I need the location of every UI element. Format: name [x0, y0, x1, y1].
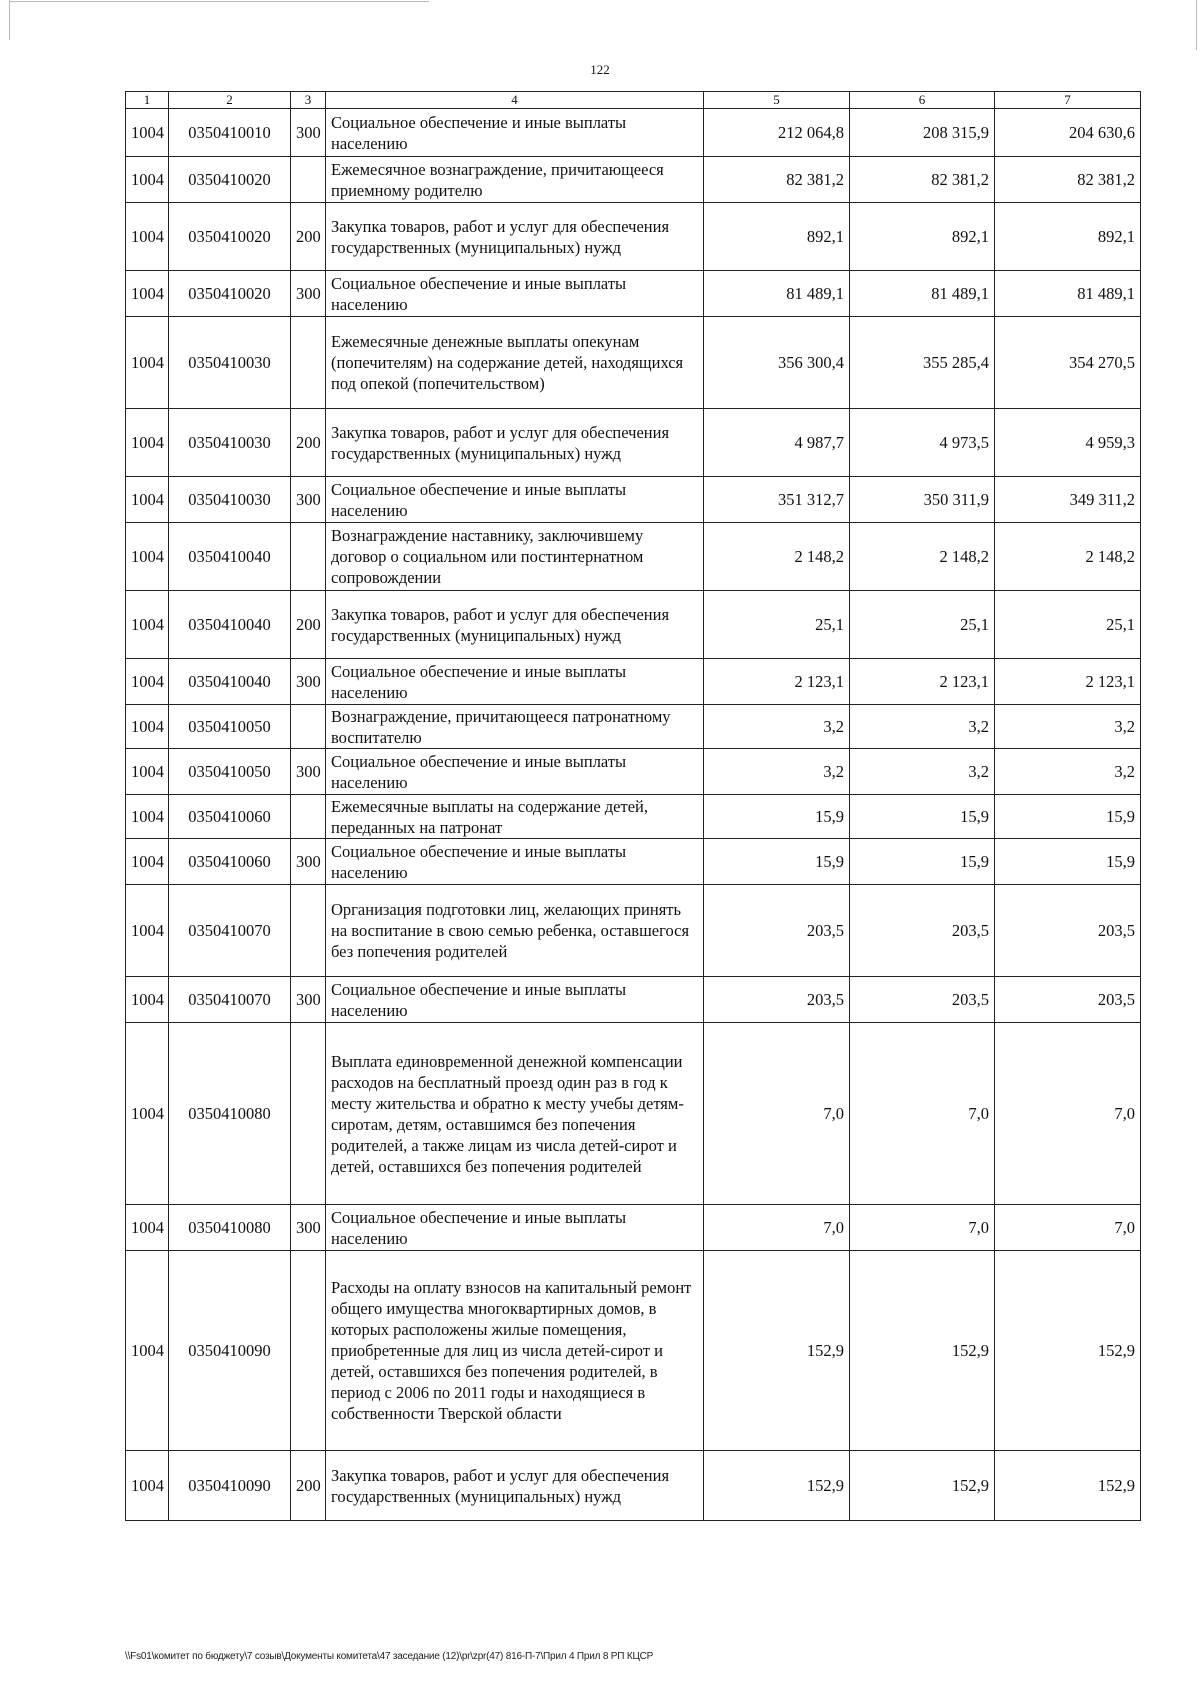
amount-year-2: 152,9 [850, 1451, 995, 1521]
item-name: Социальное обеспечение и иные выплаты населению [326, 477, 704, 523]
table-row [126, 1451, 1141, 1521]
scan-border-right [1196, 0, 1197, 50]
amount-year-3: 3,2 [995, 705, 1141, 749]
section-code: 1004 [126, 1451, 169, 1521]
section-code: 1004 [126, 705, 169, 749]
table-row [126, 203, 1141, 271]
target-article-code: 0350410060 [169, 839, 291, 885]
section-code: 1004 [126, 477, 169, 523]
target-article-code: 0350410040 [169, 659, 291, 705]
table-row [126, 749, 1141, 795]
column-header: 5 [704, 92, 850, 109]
amount-year-2: 2 123,1 [850, 659, 995, 705]
expense-type-code: 200 [291, 591, 326, 659]
amount-year-2: 7,0 [850, 1205, 995, 1251]
amount-year-3: 7,0 [995, 1205, 1141, 1251]
amount-year-1: 152,9 [704, 1251, 850, 1451]
budget-table [125, 91, 1141, 1521]
amount-year-3: 15,9 [995, 839, 1141, 885]
amount-year-1: 3,2 [704, 749, 850, 795]
section-code: 1004 [126, 1023, 169, 1205]
target-article-code: 0350410010 [169, 109, 291, 157]
section-code: 1004 [126, 523, 169, 591]
amount-year-2: 4 973,5 [850, 409, 995, 477]
page-number: 122 [590, 62, 610, 77]
amount-year-2: 3,2 [850, 749, 995, 795]
column-number-row [126, 92, 1141, 109]
section-code: 1004 [126, 317, 169, 409]
table-row [126, 409, 1141, 477]
target-article-code: 0350410020 [169, 157, 291, 203]
column-header: 7 [995, 92, 1141, 109]
target-article-code: 0350410020 [169, 271, 291, 317]
amount-year-3: 204 630,6 [995, 109, 1141, 157]
item-name: Социальное обеспечение и иные выплаты населению [326, 659, 704, 705]
target-article-code: 0350410050 [169, 705, 291, 749]
amount-year-1: 892,1 [704, 203, 850, 271]
amount-year-3: 152,9 [995, 1251, 1141, 1451]
expense-type-code [291, 1023, 326, 1205]
item-name: Вознаграждение, причитающееся патронатному воспитателю [326, 705, 704, 749]
item-name: Закупка товаров, работ и услуг для обеспечения государственных (муниципальных) нужд [326, 591, 704, 659]
amount-year-1: 15,9 [704, 839, 850, 885]
expense-type-code [291, 523, 326, 591]
target-article-code: 0350410090 [169, 1451, 291, 1521]
item-name: Социальное обеспечение и иные выплаты населению [326, 749, 704, 795]
amount-year-1: 82 381,2 [704, 157, 850, 203]
amount-year-3: 354 270,5 [995, 317, 1141, 409]
amount-year-1: 203,5 [704, 977, 850, 1023]
table-row [126, 317, 1141, 409]
expense-type-code: 300 [291, 839, 326, 885]
column-header: 1 [126, 92, 169, 109]
scan-border-left [9, 0, 10, 40]
amount-year-1: 2 148,2 [704, 523, 850, 591]
item-name: Вознаграждение наставнику, заключившему договор о социальном или постинтернатном сопровождении [326, 523, 704, 591]
target-article-code: 0350410040 [169, 591, 291, 659]
target-article-code: 0350410080 [169, 1205, 291, 1251]
expense-type-code [291, 705, 326, 749]
section-code: 1004 [126, 1251, 169, 1451]
target-article-code: 0350410070 [169, 885, 291, 977]
amount-year-2: 15,9 [850, 795, 995, 839]
expense-type-code: 300 [291, 977, 326, 1023]
item-name: Ежемесячное вознаграждение, причитающееся приемному родителю [326, 157, 704, 203]
amount-year-2: 3,2 [850, 705, 995, 749]
expense-type-code: 300 [291, 477, 326, 523]
amount-year-1: 356 300,4 [704, 317, 850, 409]
amount-year-3: 4 959,3 [995, 409, 1141, 477]
table-row [126, 477, 1141, 523]
section-code: 1004 [126, 885, 169, 977]
table-row [126, 157, 1141, 203]
item-name: Социальное обеспечение и иные выплаты населению [326, 271, 704, 317]
table-row [126, 839, 1141, 885]
target-article-code: 0350410040 [169, 523, 291, 591]
amount-year-3: 81 489,1 [995, 271, 1141, 317]
table-row [126, 1251, 1141, 1451]
amount-year-2: 25,1 [850, 591, 995, 659]
amount-year-1: 2 123,1 [704, 659, 850, 705]
amount-year-2: 2 148,2 [850, 523, 995, 591]
item-name: Закупка товаров, работ и услуг для обеспечения государственных (муниципальных) нужд [326, 203, 704, 271]
amount-year-1: 203,5 [704, 885, 850, 977]
expense-type-code [291, 885, 326, 977]
amount-year-1: 15,9 [704, 795, 850, 839]
amount-year-3: 892,1 [995, 203, 1141, 271]
amount-year-2: 203,5 [850, 977, 995, 1023]
section-code: 1004 [126, 591, 169, 659]
amount-year-3: 203,5 [995, 885, 1141, 977]
expense-type-code [291, 795, 326, 839]
amount-year-1: 351 312,7 [704, 477, 850, 523]
table-row [126, 705, 1141, 749]
section-code: 1004 [126, 203, 169, 271]
table-row [126, 885, 1141, 977]
expense-type-code: 200 [291, 1451, 326, 1521]
section-code: 1004 [126, 749, 169, 795]
table-row [126, 271, 1141, 317]
target-article-code: 0350410030 [169, 317, 291, 409]
target-article-code: 0350410090 [169, 1251, 291, 1451]
table-row [126, 1205, 1141, 1251]
amount-year-2: 81 489,1 [850, 271, 995, 317]
amount-year-3: 82 381,2 [995, 157, 1141, 203]
section-code: 1004 [126, 977, 169, 1023]
amount-year-3: 349 311,2 [995, 477, 1141, 523]
target-article-code: 0350410030 [169, 409, 291, 477]
amount-year-3: 2 123,1 [995, 659, 1141, 705]
section-code: 1004 [126, 109, 169, 157]
amount-year-1: 3,2 [704, 705, 850, 749]
amount-year-2: 15,9 [850, 839, 995, 885]
amount-year-3: 3,2 [995, 749, 1141, 795]
target-article-code: 0350410060 [169, 795, 291, 839]
amount-year-2: 203,5 [850, 885, 995, 977]
item-name: Выплата единовременной денежной компенсации расходов на бесплатный проезд один раз в год к месту жительства и обратно к месту учебы детям-сиротам, детям, оставшимся без попечения родителей, а также лицам из числа детей-сирот и детей, оставшихся без попечения родителей [326, 1023, 704, 1205]
item-name: Расходы на оплату взносов на капитальный ремонт общего имущества многоквартирных домов, в которых расположены жилые помещения, приобретенные для лиц из числа детей-сирот и детей, оставшихся без попечения родителей, в период с 2006 по 2011 годы и находящиеся в собственности Тверской области [326, 1251, 704, 1451]
column-header: 3 [291, 92, 326, 109]
amount-year-3: 203,5 [995, 977, 1141, 1023]
amount-year-3: 152,9 [995, 1451, 1141, 1521]
expense-type-code [291, 157, 326, 203]
amount-year-1: 152,9 [704, 1451, 850, 1521]
section-code: 1004 [126, 839, 169, 885]
section-code: 1004 [126, 409, 169, 477]
table-row [126, 591, 1141, 659]
item-name: Ежемесячные денежные выплаты опекунам (попечителям) на содержание детей, находящихся под опекой (попечительством) [326, 317, 704, 409]
item-name: Социальное обеспечение и иные выплаты населению [326, 977, 704, 1023]
expense-type-code: 200 [291, 409, 326, 477]
amount-year-2: 208 315,9 [850, 109, 995, 157]
target-article-code: 0350410030 [169, 477, 291, 523]
column-header: 4 [326, 92, 704, 109]
section-code: 1004 [126, 271, 169, 317]
target-article-code: 0350410050 [169, 749, 291, 795]
target-article-code: 0350410080 [169, 1023, 291, 1205]
table-row [126, 977, 1141, 1023]
amount-year-2: 152,9 [850, 1251, 995, 1451]
amount-year-1: 25,1 [704, 591, 850, 659]
amount-year-1: 7,0 [704, 1205, 850, 1251]
table-row [126, 795, 1141, 839]
expense-type-code [291, 317, 326, 409]
amount-year-2: 82 381,2 [850, 157, 995, 203]
section-code: 1004 [126, 659, 169, 705]
expense-type-code [291, 1251, 326, 1451]
expense-type-code: 300 [291, 659, 326, 705]
amount-year-2: 350 311,9 [850, 477, 995, 523]
file-path-footer: \\Fs01\комитет по бюджету\7 созыв\Документы комитета\47 заседание (12)\pr\zpr(47) 816-П-7\Прил 4 Прил 8 РП КЦСР [125, 1651, 654, 1662]
amount-year-3: 25,1 [995, 591, 1141, 659]
column-header: 6 [850, 92, 995, 109]
section-code: 1004 [126, 157, 169, 203]
amount-year-2: 7,0 [850, 1023, 995, 1205]
expense-type-code: 300 [291, 109, 326, 157]
amount-year-2: 355 285,4 [850, 317, 995, 409]
amount-year-1: 4 987,7 [704, 409, 850, 477]
amount-year-3: 15,9 [995, 795, 1141, 839]
expense-type-code: 300 [291, 271, 326, 317]
expense-type-code: 300 [291, 1205, 326, 1251]
table-row [126, 523, 1141, 591]
item-name: Социальное обеспечение и иные выплаты населению [326, 1205, 704, 1251]
column-header: 2 [169, 92, 291, 109]
item-name: Социальное обеспечение и иные выплаты населению [326, 839, 704, 885]
target-article-code: 0350410020 [169, 203, 291, 271]
target-article-code: 0350410070 [169, 977, 291, 1023]
amount-year-3: 2 148,2 [995, 523, 1141, 591]
item-name: Закупка товаров, работ и услуг для обеспечения государственных (муниципальных) нужд [326, 1451, 704, 1521]
section-code: 1004 [126, 795, 169, 839]
amount-year-2: 892,1 [850, 203, 995, 271]
scan-border-top [9, 1, 429, 2]
table-row [126, 659, 1141, 705]
section-code: 1004 [126, 1205, 169, 1251]
item-name: Социальное обеспечение и иные выплаты населению [326, 109, 704, 157]
amount-year-3: 7,0 [995, 1023, 1141, 1205]
table-row [126, 109, 1141, 157]
table-row [126, 1023, 1141, 1205]
item-name: Ежемесячные выплаты на содержание детей, переданных на патронат [326, 795, 704, 839]
amount-year-1: 212 064,8 [704, 109, 850, 157]
item-name: Закупка товаров, работ и услуг для обеспечения государственных (муниципальных) нужд [326, 409, 704, 477]
amount-year-1: 81 489,1 [704, 271, 850, 317]
amount-year-1: 7,0 [704, 1023, 850, 1205]
expense-type-code: 300 [291, 749, 326, 795]
expense-type-code: 200 [291, 203, 326, 271]
item-name: Организация подготовки лиц, желающих принять на воспитание в свою семью ребенка, оставшегося без попечения родителей [326, 885, 704, 977]
